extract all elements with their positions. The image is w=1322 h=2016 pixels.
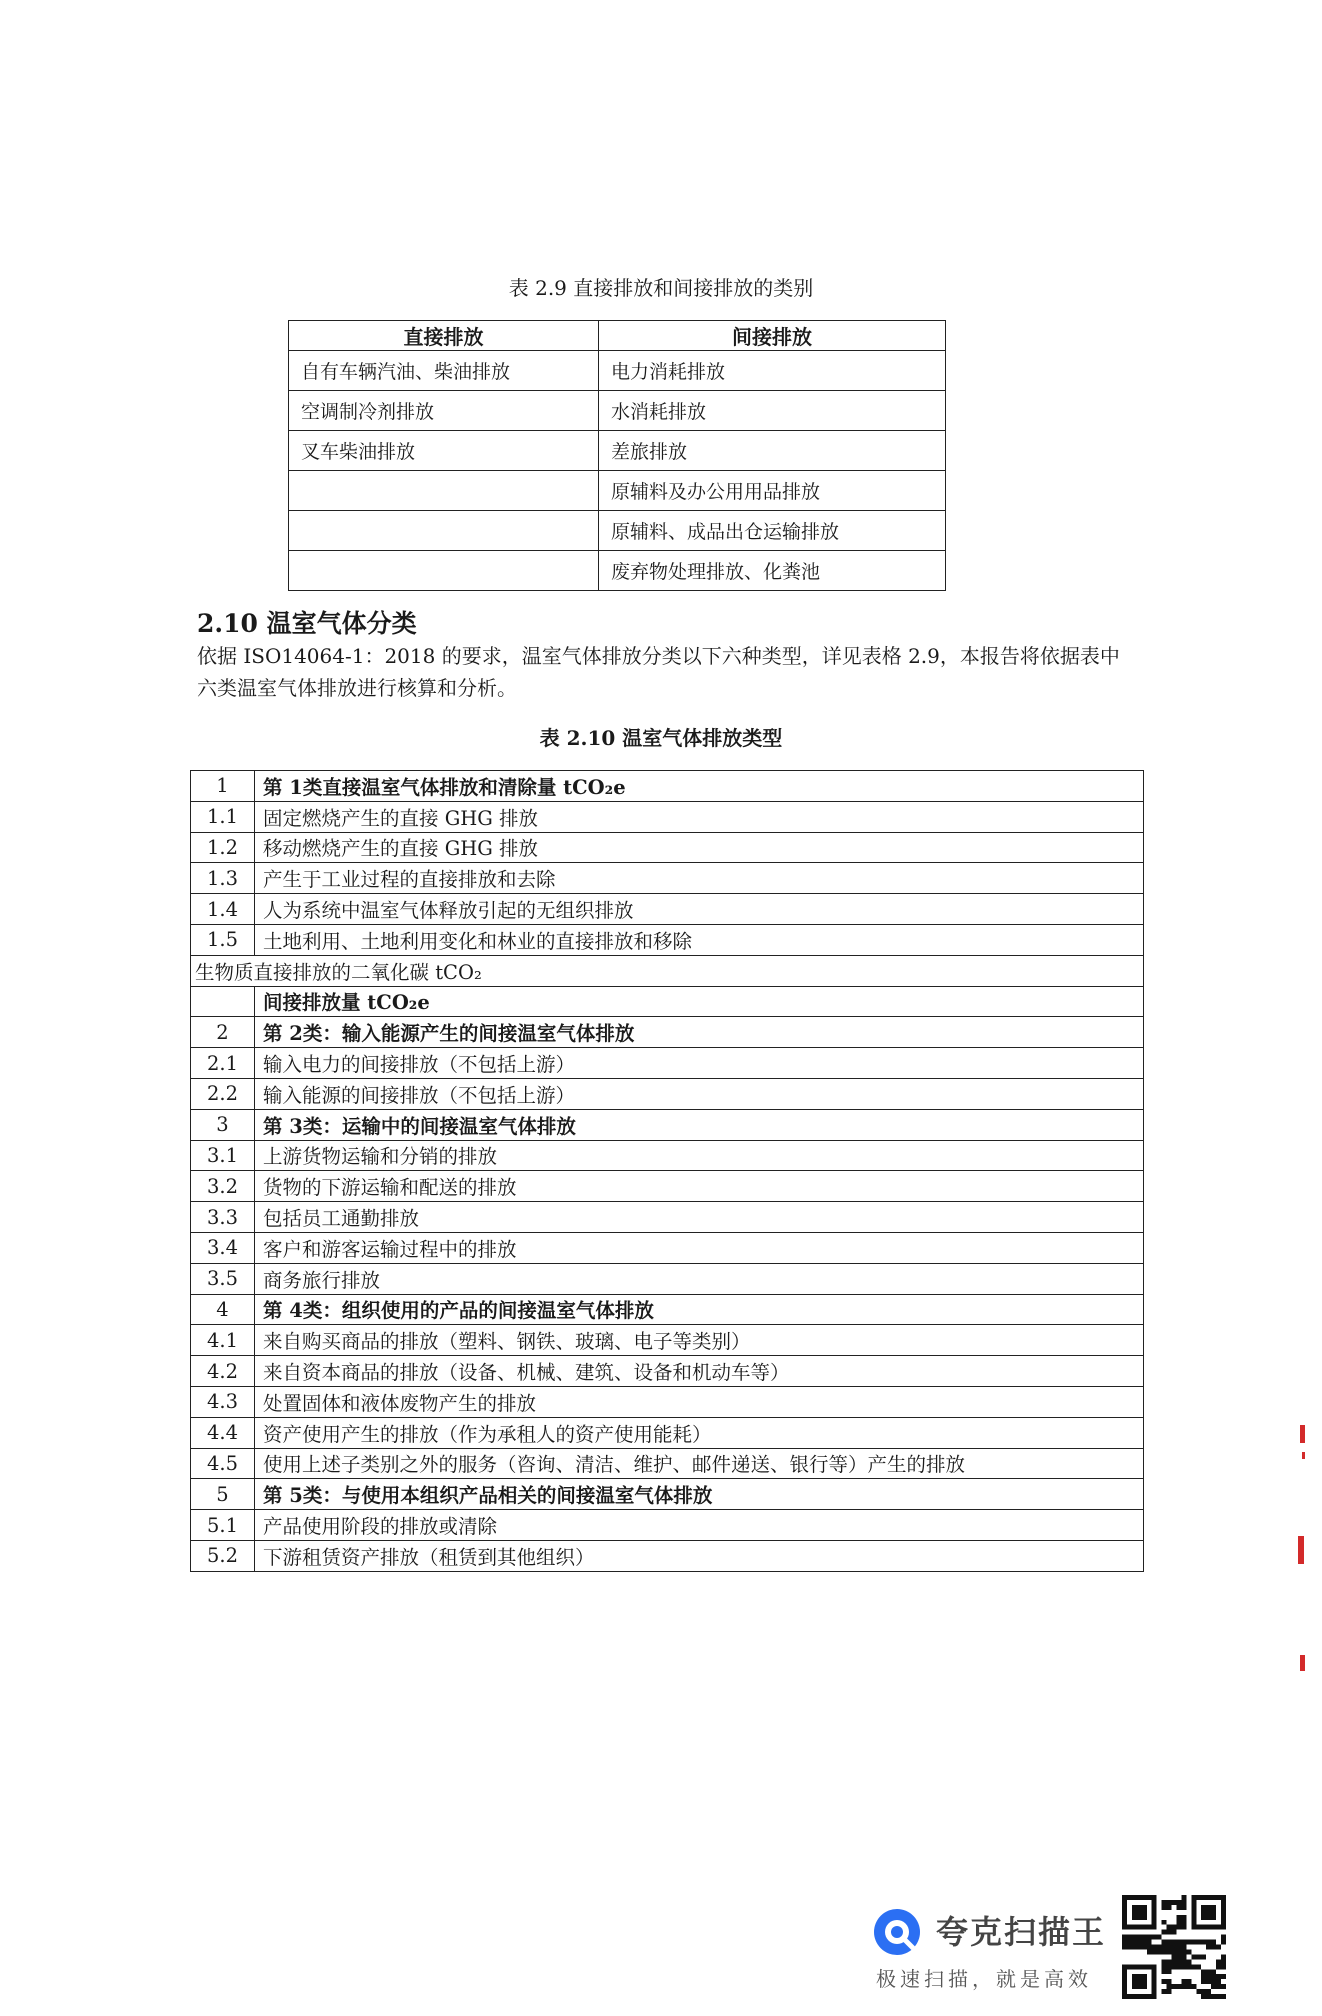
- indirect-emission-cell: 废弃物处理排放、化粪池: [599, 551, 946, 591]
- category-text: 客户和游客运输过程中的排放: [255, 1232, 1144, 1263]
- category-text: 下游租赁资产排放（租赁到其他组织）: [255, 1540, 1144, 1571]
- table-row: [191, 1171, 1144, 1202]
- direct-emission-cell: [289, 471, 599, 511]
- table-row: [191, 955, 1144, 986]
- table-row: [191, 1232, 1144, 1263]
- category-number: 1.1: [191, 801, 255, 832]
- direct-emission-cell: 自有车辆汽油、柴油排放: [289, 351, 599, 391]
- table-row: [191, 832, 1144, 863]
- category-text: 第 4类：组织使用的产品的间接温室气体排放: [255, 1294, 1144, 1325]
- category-text: 商务旅行排放: [255, 1263, 1144, 1294]
- category-text: 来自购买商品的排放（塑料、钢铁、玻璃、电子等类别）: [255, 1325, 1144, 1356]
- category-text: 输入能源的间接排放（不包括上游）: [255, 1078, 1144, 1109]
- category-number: 3.4: [191, 1232, 255, 1263]
- section-title: 2.10 温室气体分类: [197, 609, 417, 638]
- category-number: 4.5: [191, 1448, 255, 1479]
- table-row: [289, 511, 946, 551]
- table-row: [191, 1479, 1144, 1510]
- category-number: 4.1: [191, 1325, 255, 1356]
- category-number: 1.4: [191, 894, 255, 925]
- category-number: 4.3: [191, 1386, 255, 1417]
- table-row: [191, 863, 1144, 894]
- direct-emission-cell: 叉车柴油排放: [289, 431, 599, 471]
- table-row: [191, 801, 1144, 832]
- scanner-watermark: [872, 1893, 1140, 1993]
- table-row: [191, 1325, 1144, 1356]
- category-number: 4.4: [191, 1417, 255, 1448]
- watermark-name: 夸克扫描王: [936, 1913, 1107, 1951]
- category-text: 产品使用阶段的排放或清除: [255, 1510, 1144, 1541]
- scan-edge-mark: [1302, 1452, 1305, 1459]
- table-row: [191, 1356, 1144, 1387]
- table-row: [191, 1017, 1144, 1048]
- quark-logo-icon: [872, 1907, 922, 1957]
- table-row: [191, 1510, 1144, 1541]
- category-number: 5: [191, 1479, 255, 1510]
- category-text: 输入电力的间接排放（不包括上游）: [255, 1048, 1144, 1079]
- header-direct: 直接排放: [289, 321, 599, 351]
- table-row: [191, 1140, 1144, 1171]
- category-text: 处置固体和液体废物产生的排放: [255, 1386, 1144, 1417]
- category-text: 土地利用、土地利用变化和林业的直接排放和移除: [255, 924, 1144, 955]
- category-text: 第 3类：运输中的间接温室气体排放: [255, 1109, 1144, 1140]
- category-text: 来自资本商品的排放（设备、机械、建筑、设备和机动车等）: [255, 1356, 1144, 1387]
- direct-emission-cell: [289, 551, 599, 591]
- table-row: [289, 551, 946, 591]
- category-number: 1.5: [191, 924, 255, 955]
- category-text: 第 2类：输入能源产生的间接温室气体排放: [255, 1017, 1144, 1048]
- category-text: 固定燃烧产生的直接 GHG 排放: [255, 801, 1144, 832]
- category-text: 货物的下游运输和配送的排放: [255, 1171, 1144, 1202]
- category-number: 1.2: [191, 832, 255, 863]
- table-row: [191, 1417, 1144, 1448]
- category-text: 人为系统中温室气体释放引起的无组织排放: [255, 894, 1144, 925]
- watermark-slogan: 极速扫描，就是高效: [876, 1967, 1092, 1991]
- category-text: 上游货物运输和分销的排放: [255, 1140, 1144, 1171]
- category-text: 资产使用产生的排放（作为承租人的资产使用能耗）: [255, 1417, 1144, 1448]
- direct-emission-cell: 空调制冷剂排放: [289, 391, 599, 431]
- indirect-emission-cell: 水消耗排放: [599, 391, 946, 431]
- category-text: 第 5类：与使用本组织产品相关的间接温室气体排放: [255, 1479, 1144, 1510]
- category-text: 使用上述子类别之外的服务（咨询、清洁、维护、邮件递送、银行等）产生的排放: [255, 1448, 1144, 1479]
- category-text: 第 1类直接温室气体排放和清除量 tCO₂e: [255, 771, 1144, 802]
- category-text: 生物质直接排放的二氧化碳 tCO₂: [191, 955, 1144, 986]
- category-number: 2: [191, 1017, 255, 1048]
- qr-code-icon: [1122, 1895, 1226, 1999]
- table-row: [191, 1109, 1144, 1140]
- table-row: [191, 1263, 1144, 1294]
- category-number: 1: [191, 771, 255, 802]
- table-row: [191, 1078, 1144, 1109]
- category-number: 3.3: [191, 1202, 255, 1233]
- table-2-9: [288, 320, 946, 591]
- table-row: [191, 894, 1144, 925]
- category-text: 间接排放量 tCO₂e: [255, 986, 1144, 1017]
- category-text: 包括员工通勤排放: [255, 1202, 1144, 1233]
- table-2-9-caption: 表 2.9 直接排放和间接排放的类别: [508, 276, 814, 300]
- category-number: 2.2: [191, 1078, 255, 1109]
- table-row: [191, 771, 1144, 802]
- category-number: 3.5: [191, 1263, 255, 1294]
- category-text: 产生于工业过程的直接排放和去除: [255, 863, 1144, 894]
- indirect-emission-cell: 差旅排放: [599, 431, 946, 471]
- table-row: [191, 1386, 1144, 1417]
- category-number: 3.2: [191, 1171, 255, 1202]
- category-number: 5.2: [191, 1540, 255, 1571]
- table-row: [191, 1048, 1144, 1079]
- scan-edge-mark: [1300, 1655, 1305, 1671]
- table-row: [289, 471, 946, 511]
- category-number: 3.1: [191, 1140, 255, 1171]
- table-row: [191, 1202, 1144, 1233]
- table-row: [289, 351, 946, 391]
- table-row: [289, 431, 946, 471]
- indirect-emission-cell: 原辅料及办公用用品排放: [599, 471, 946, 511]
- table-row: [191, 1540, 1144, 1571]
- category-number: 5.1: [191, 1510, 255, 1541]
- scan-edge-mark: [1298, 1536, 1304, 1564]
- header-indirect: 间接排放: [599, 321, 946, 351]
- table-row: [191, 924, 1144, 955]
- direct-emission-cell: [289, 511, 599, 551]
- section-paragraph: 依据 ISO14064-1：2018 的要求，温室气体排放分类以下六种类型，详见表格 2.9，本报告将依据表中六类温室气体排放进行核算和分析。: [197, 644, 1120, 700]
- table-2-10-caption: 表 2.10 温室气体排放类型: [539, 726, 783, 750]
- indirect-emission-cell: 电力消耗排放: [599, 351, 946, 391]
- scan-edge-mark: [1300, 1425, 1305, 1443]
- indirect-emission-cell: 原辅料、成品出仓运输排放: [599, 511, 946, 551]
- category-number: 3: [191, 1109, 255, 1140]
- table-row: [289, 391, 946, 431]
- table-row: [191, 1294, 1144, 1325]
- table-row: [191, 986, 1144, 1017]
- category-number: 4.2: [191, 1356, 255, 1387]
- table-row: [191, 1448, 1144, 1479]
- category-number: 2.1: [191, 1048, 255, 1079]
- category-number: 4: [191, 1294, 255, 1325]
- category-number: 1.3: [191, 863, 255, 894]
- category-text: 移动燃烧产生的直接 GHG 排放: [255, 832, 1144, 863]
- table-2-10: [190, 770, 1144, 1572]
- category-number: [191, 986, 255, 1017]
